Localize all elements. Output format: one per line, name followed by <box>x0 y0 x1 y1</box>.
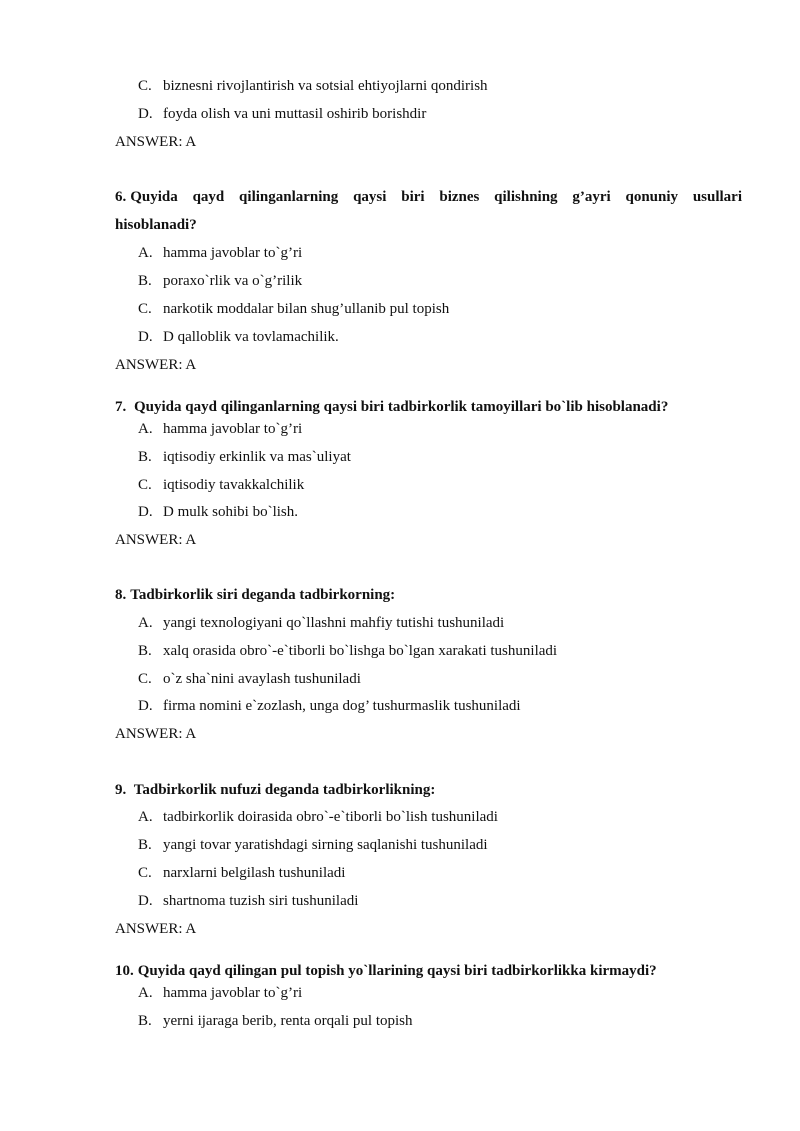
option-text: iqtisodiy tavakkalchilik <box>163 477 305 493</box>
option-letter: B. <box>138 273 152 289</box>
option-text: xalq orasida obro`-e`tiborli bo`lishga bo`lgan xarakati tushuniladi <box>163 643 558 659</box>
option-letter: C. <box>138 865 152 881</box>
option-d <box>138 328 339 346</box>
question-number: 8. <box>115 587 127 603</box>
option-letter: C. <box>138 671 152 687</box>
answer-line: ANSWER: A <box>115 357 197 373</box>
answer-line: ANSWER: A <box>115 726 197 742</box>
option-letter: D. <box>138 893 153 909</box>
answer-line: ANSWER: A <box>115 134 197 150</box>
option-d <box>138 892 358 910</box>
option-a <box>138 420 302 438</box>
option-c <box>138 864 345 882</box>
option-text: hamma javoblar to`g’ri <box>163 421 303 437</box>
option-text: D mulk sohibi bo`lish. <box>163 504 299 520</box>
option-text: yangi tovar yaratishdagi sirning saqlanishi tushuniladi <box>163 837 488 853</box>
question-number: 9. <box>115 782 127 798</box>
option-a <box>138 808 498 826</box>
question-7-title <box>115 398 668 416</box>
option-d <box>138 503 298 521</box>
option-letter: D. <box>138 698 153 714</box>
option-letter: D. <box>138 329 153 345</box>
option-b <box>138 836 488 854</box>
question-6-title-continued: hisoblanadi? <box>115 217 197 233</box>
question-text: Quyida qayd qilingan pul topish yo`llarining qaysi biri tadbirkorlikka kirmaydi? <box>137 963 657 979</box>
question-text: Quyida qayd qilinganlarning qaysi biri tadbirkorlik tamoyillari bo`lib hisoblanadi? <box>134 399 669 415</box>
option-d <box>138 697 521 715</box>
option-letter: B. <box>138 643 152 659</box>
option-letter: A. <box>138 245 153 261</box>
option-letter: A. <box>138 615 153 631</box>
option-letter: B. <box>138 449 152 465</box>
question-6-title <box>115 188 742 206</box>
option-letter: C. <box>138 477 152 493</box>
option-c <box>138 670 361 688</box>
question-number: 7. <box>115 399 127 415</box>
option-letter: D. <box>138 504 153 520</box>
option-a <box>138 984 302 1002</box>
option-letter: B. <box>138 1013 152 1029</box>
option-a <box>138 244 302 262</box>
option-letter: B. <box>138 837 152 853</box>
option-c <box>138 77 488 95</box>
option-text: firma nomini e`zozlash, unga dog’ tushurmaslik tushuniladi <box>163 698 521 714</box>
option-b <box>138 642 557 660</box>
option-text: foyda olish va uni muttasil oshirib borishdir <box>163 106 427 122</box>
option-letter: A. <box>138 985 153 1001</box>
option-text: o`z sha`nini avaylash tushuniladi <box>163 671 361 687</box>
question-9-title <box>115 781 435 799</box>
option-letter: A. <box>138 421 153 437</box>
option-a <box>138 614 504 632</box>
option-letter: D. <box>138 106 153 122</box>
option-b <box>138 448 351 466</box>
question-text: Quyida qayd qilinganlarning qaysi biri biznes qilishning g’ayri qonuniy usullari <box>130 189 742 205</box>
option-text: tadbirkorlik doirasida obro`-e`tiborli bo`lish tushuniladi <box>163 809 498 825</box>
option-c <box>138 300 449 318</box>
option-d <box>138 105 426 123</box>
option-text: shartnoma tuzish siri tushuniladi <box>163 893 359 909</box>
question-text: Tadbirkorlik siri deganda tadbirkorning: <box>130 587 396 603</box>
option-b <box>138 272 302 290</box>
option-text: narkotik moddalar bilan shug’ullanib pul topish <box>163 301 450 317</box>
option-text: narxlarni belgilash tushuniladi <box>163 865 346 881</box>
answer-line: ANSWER: A <box>115 921 197 937</box>
option-text: yangi texnologiyani qo`llashni mahfiy tutishi tushuniladi <box>163 615 505 631</box>
option-text: hamma javoblar to`g’ri <box>163 985 303 1001</box>
question-text: Tadbirkorlik nufuzi deganda tadbirkorlikning: <box>133 782 436 798</box>
option-text: poraxo`rlik va o`g’rilik <box>163 273 303 289</box>
question-number: 10. <box>115 963 134 979</box>
option-letter: A. <box>138 809 153 825</box>
option-b <box>138 1012 413 1030</box>
question-number: 6. <box>115 189 127 205</box>
question-10-title <box>115 962 657 980</box>
option-text: yerni ijaraga berib, renta orqali pul topish <box>163 1013 413 1029</box>
option-text: hamma javoblar to`g’ri <box>163 245 303 261</box>
option-text: biznesni rivojlantirish va sotsial ehtiyojlarni qondirish <box>163 78 488 94</box>
question-8-title <box>115 586 395 604</box>
option-text: D qalloblik va tovlamachilik. <box>163 329 339 345</box>
answer-line: ANSWER: A <box>115 532 197 548</box>
option-letter: C. <box>138 78 152 94</box>
option-text: iqtisodiy erkinlik va mas`uliyat <box>163 449 351 465</box>
option-c <box>138 476 304 494</box>
option-letter: C. <box>138 301 152 317</box>
